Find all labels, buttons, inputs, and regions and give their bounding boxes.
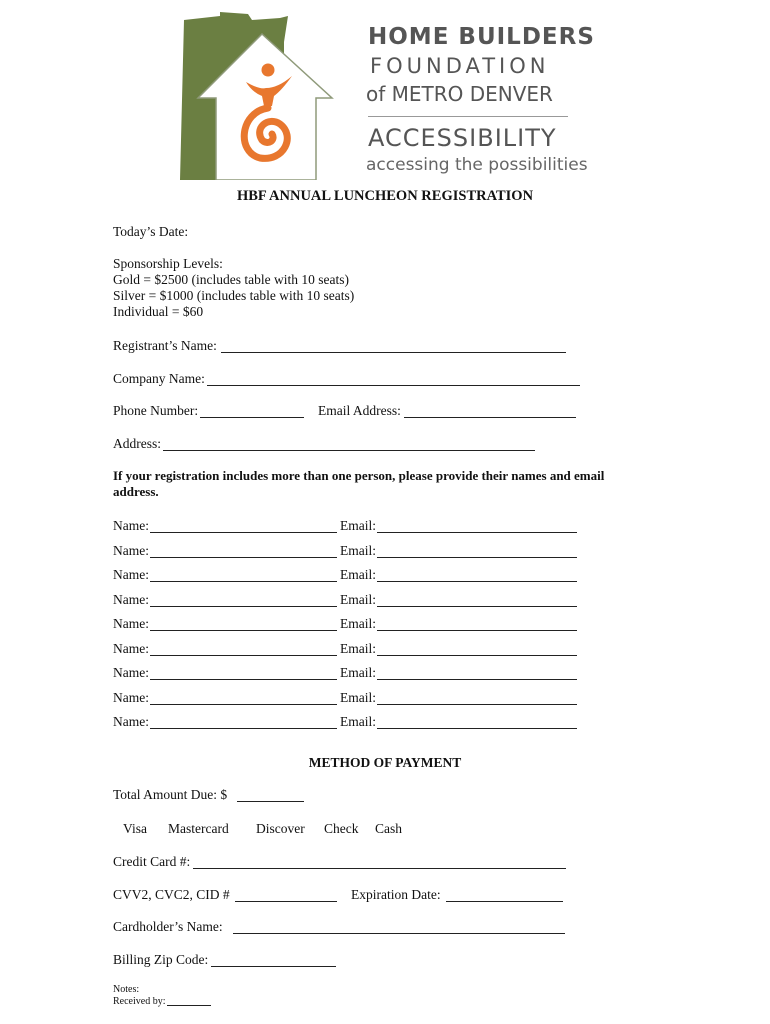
credit-card-label: Credit Card #: — [113, 854, 191, 869]
billing-zip-field[interactable] — [211, 966, 336, 967]
logo-line-accessibility: ACCESSIBILITY — [368, 124, 557, 152]
cardholder-name-label: Cardholder’s Name: — [113, 919, 223, 934]
company-name-label: Company Name: — [113, 371, 205, 386]
attendee-name-label: Name: — [113, 689, 149, 705]
attendee-email-label: Email: — [340, 640, 376, 656]
company-name-field[interactable] — [207, 385, 580, 386]
email-address-field[interactable] — [404, 417, 576, 418]
attendee-email-field[interactable] — [377, 581, 577, 582]
payment-method-discover[interactable]: Discover — [256, 821, 305, 836]
attendee-name-label: Name: — [113, 640, 149, 656]
attendee-name-label: Name: — [113, 591, 149, 607]
payment-method-mastercard[interactable]: Mastercard — [168, 821, 229, 836]
attendee-email-field[interactable] — [377, 728, 577, 729]
attendee-email-field[interactable] — [377, 630, 577, 631]
attendee-name-field[interactable] — [150, 704, 337, 705]
attendee-name-field[interactable] — [150, 655, 337, 656]
attendee-email-label: Email: — [340, 714, 376, 729]
attendee-email-field[interactable] — [377, 679, 577, 680]
attendee-email-label: Email: — [340, 518, 376, 533]
expiration-date-field[interactable] — [446, 901, 563, 902]
phone-number-label: Phone Number: — [113, 403, 199, 418]
total-amount-field[interactable] — [237, 801, 304, 802]
attendee-email-label: Email: — [340, 567, 376, 582]
attendee-email-field[interactable] — [377, 606, 577, 607]
attendee-email-field[interactable] — [377, 557, 577, 558]
received-by-label: Received by: — [113, 996, 166, 1007]
attendee-name-field[interactable] — [150, 679, 337, 680]
attendee-name-field[interactable] — [150, 728, 337, 729]
multi-person-note: If your registration includes more than one person, please provide their names and email address. — [113, 468, 605, 499]
attendee-email-label: Email: — [340, 591, 376, 607]
phone-number-field[interactable] — [200, 417, 304, 418]
attendee-email-label: Email: — [340, 616, 376, 631]
credit-card-field[interactable] — [193, 868, 566, 869]
address-label: Address: — [113, 436, 161, 451]
attendee-name-label: Name: — [113, 518, 149, 533]
sponsorship-individual: Individual = $60 — [113, 304, 204, 319]
attendee-email-label: Email: — [340, 665, 376, 680]
payment-method-visa[interactable]: Visa — [123, 821, 147, 836]
attendee-name-field[interactable] — [150, 557, 337, 558]
house-logo-icon — [180, 12, 350, 180]
attendee-name-label: Name: — [113, 665, 149, 680]
sponsorship-silver: Silver = $1000 (includes table with 10 seats) — [113, 288, 355, 303]
attendee-email-label: Email: — [340, 689, 376, 705]
logo-line-metro-denver: of METRO DENVER — [366, 82, 553, 106]
sponsorship-heading: Sponsorship Levels: — [113, 256, 223, 271]
payment-method-check[interactable]: Check — [324, 821, 359, 836]
logo-divider — [368, 116, 568, 117]
attendee-email-field[interactable] — [377, 655, 577, 656]
attendee-name-field[interactable] — [150, 606, 337, 607]
payment-method-cash[interactable]: Cash — [375, 821, 402, 836]
hbf-logo — [180, 12, 595, 180]
logo-line-foundation: FOUNDATION — [370, 54, 550, 78]
attendee-email-field[interactable] — [377, 532, 577, 533]
notes-label: Notes: — [113, 984, 140, 995]
cardholder-name-field[interactable] — [233, 933, 565, 934]
logo-line-home-builders: HOME BUILDERS — [368, 24, 595, 50]
billing-zip-label: Billing Zip Code: — [113, 952, 209, 967]
attendee-name-label: Name: — [113, 616, 149, 631]
attendee-email-label: Email: — [340, 542, 376, 558]
registrant-name-field[interactable] — [221, 352, 566, 353]
attendee-name-label: Name: — [113, 542, 149, 558]
expiration-date-label: Expiration Date: — [351, 887, 441, 902]
logo-line-tagline: accessing the possibilities — [366, 155, 588, 175]
registrant-name-label: Registrant’s Name: — [113, 338, 217, 353]
cvv-label: CVV2, CVC2, CID # — [113, 887, 230, 902]
attendee-name-field[interactable] — [150, 532, 337, 533]
page-title: HBF ANNUAL LUNCHEON REGISTRATION — [236, 188, 534, 204]
sponsorship-gold: Gold = $2500 (includes table with 10 seats) — [113, 272, 349, 287]
attendee-name-field[interactable] — [150, 630, 337, 631]
attendee-name-label: Name: — [113, 567, 149, 582]
attendee-name-label: Name: — [113, 714, 149, 729]
attendee-email-field[interactable] — [377, 704, 577, 705]
todays-date-label: Today’s Date: — [113, 224, 189, 239]
cvv-field[interactable] — [235, 901, 337, 902]
received-by-field[interactable] — [167, 1005, 211, 1006]
address-field[interactable] — [163, 450, 535, 451]
total-amount-label: Total Amount Due: $ — [113, 787, 228, 802]
payment-heading: METHOD OF PAYMENT — [308, 755, 462, 770]
attendee-name-field[interactable] — [150, 581, 337, 582]
email-address-label: Email Address: — [318, 403, 401, 418]
